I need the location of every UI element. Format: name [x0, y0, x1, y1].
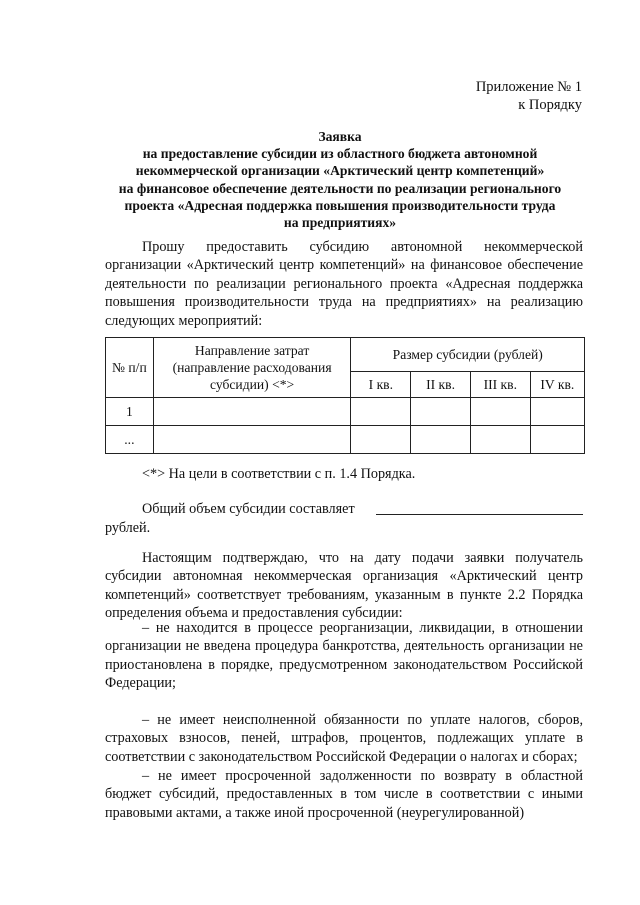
- requirement-item: – не имеет просроченной задолженности по возврату в областной бюджет субсидий, предоставленных в том числе в соответствии с иными правовыми актами, а также иной просроченной (неурегулированной): [105, 768, 583, 821]
- header-q1: I кв.: [351, 372, 411, 398]
- row-q2-cell: [411, 398, 471, 426]
- title-line: Заявка: [318, 129, 362, 144]
- title-line: на финансовое обеспечение деятельности по реализации регионального: [118, 180, 562, 196]
- header-q3: III кв.: [470, 372, 530, 398]
- header-amount: Размер субсидии (рублей): [351, 338, 585, 372]
- row-q4-cell: [530, 426, 584, 454]
- table-row: [106, 426, 585, 454]
- appendix-header: [476, 78, 582, 114]
- confirm-paragraph: Настоящим подтверждаю, что на дату подачи заявки получатель субсидии автономная некоммерческая организация «Арктический центр компетенций» соответствует требованиям, указанным в пункте 2.2 Порядка определения объема и предоставления субсидии:: [105, 550, 583, 622]
- row-number: ...: [106, 426, 154, 454]
- appendix-number: Приложение № 1: [475, 79, 582, 95]
- title-line: некоммерческой организации «Арктический центр компетенций»: [135, 163, 545, 179]
- subsidy-table: [105, 337, 585, 454]
- requirement-item: – не имеет неисполненной обязанности по уплате налогов, сборов, страховых взносов, пеней, штрафов, процентов, подлежащих уплате в соответствии с законодательством Российской Федерации о налогах и сборах;: [105, 712, 583, 765]
- row-q1-cell: [351, 398, 411, 426]
- document-title: [100, 128, 580, 231]
- header-q2: II кв.: [411, 372, 471, 398]
- requirement-item: – не находится в процессе реорганизации, ликвидации, в отношении организации не введена процедура банкротства, деятельность организации не приостановлена в порядке, предусмотренном законодательством Российской Федерации;: [105, 620, 583, 692]
- total-subsidy: [105, 500, 583, 537]
- header-direction: Направление затрат (направление расходования субсидии) <*>: [153, 338, 351, 398]
- title-line: проекта «Адресная поддержка повышения производительности труда: [124, 197, 556, 213]
- request-paragraph: Прошу предоставить субсидию автономной некоммерческой организации «Арктический центр компетенций» на финансовое обеспечение деятельности по реализации регионального проекта «Адресная поддержка повышения производительности труда на предприятиях» на реализацию следующих мероприятий:: [105, 239, 583, 329]
- table-row: [106, 398, 585, 426]
- appendix-reference: к Порядку: [518, 97, 582, 113]
- header-number: № п/п: [106, 338, 154, 398]
- row-direction-cell: [153, 426, 351, 454]
- row-q3-cell: [470, 398, 530, 426]
- row-q3-cell: [470, 426, 530, 454]
- total-unit: рублей.: [105, 519, 151, 536]
- row-q4-cell: [530, 398, 584, 426]
- row-direction-cell: [153, 398, 351, 426]
- title-line: на предоставление субсидии из областного бюджета автономной: [142, 146, 538, 162]
- title-line: на предприятиях»: [283, 215, 397, 231]
- row-q1-cell: [351, 426, 411, 454]
- row-q2-cell: [411, 426, 471, 454]
- row-number: 1: [106, 398, 154, 426]
- table-footnote: <*> На цели в соответствии с п. 1.4 Порядка.: [142, 466, 416, 482]
- total-label: Общий объем субсидии составляет: [142, 501, 355, 517]
- total-amount-blank[interactable]: [376, 500, 583, 515]
- header-q4: IV кв.: [530, 372, 584, 398]
